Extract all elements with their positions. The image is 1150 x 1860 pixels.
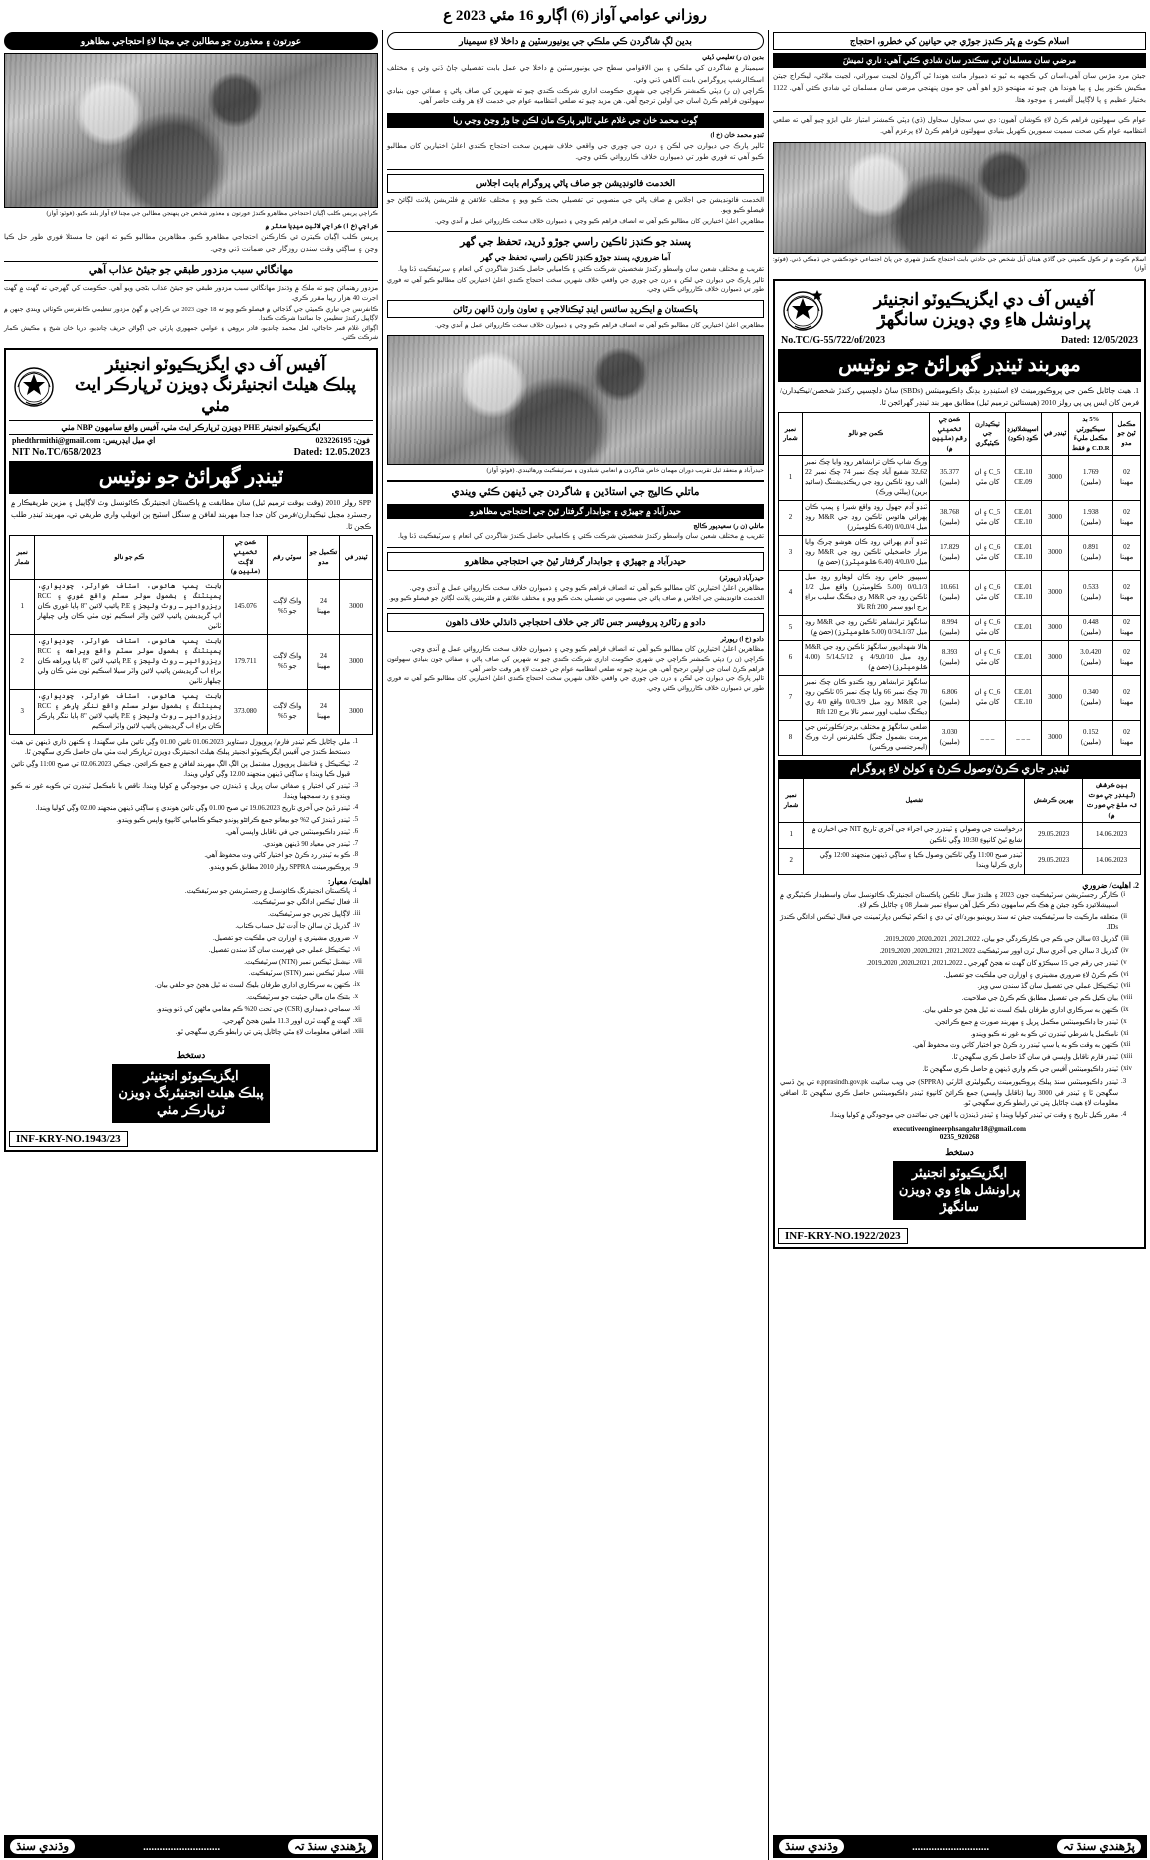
requirement-item: ix. ڪنهن به سرڪاري اداري طرفان بليڪ لسٽ نه ٿيل هجڻ جو حلفي بيان. bbox=[155, 981, 360, 990]
government-crest-icon bbox=[781, 286, 825, 334]
story-body: ٽالپر پارڪ جي ديوارن جي لڪن ۽ درن جي چوري جي واقعي خلاف شهرين سخت احتجاج ڪندي اعليٰ اختيارين کان مطالبو ڪيو آهي ته فوري طور تي ذميوارن خلاف ڪارروائي ڪئي وڃي. bbox=[387, 141, 764, 162]
headline-workers-protest: عورتون ۽ معذورن جو مطالبن جي مچنا لاءِ احتجاجي مظاهرو bbox=[4, 32, 378, 50]
cell-work: سانگهڙ ترابشاهر ٺاڪين روڊ جي M&R روڊ ميل 1/37ـ0/34 (5،00 ڪلوميٽرز) (حصن ۾) bbox=[802, 616, 929, 641]
term-item: vi) ڪم ڪرڻ لاءِ ضروري مشينري ۽ اوزارن جي ملڪيت جو تفصيل. bbox=[943, 970, 1129, 979]
table-row bbox=[10, 579, 373, 634]
term-item: xi) نامڪمل يا شرطي ٽينڊرن تي ڪو به غور نه ڪيو ويندو. bbox=[970, 1029, 1129, 1038]
signature-box bbox=[893, 1161, 1026, 1220]
ad-contact-email[interactable]: executiveengineerphsangahr18@gmail.com bbox=[892, 1125, 1027, 1134]
story-body-cont2: اڳواڻن غلام قمر حاجاڻي، لعل محمد چانڊيو، قادر بروهي ۽ عوامي جمهوري پارٽي جي اڳواڻن حريف چانڊيو، دريا خان شيخ ۽ مڪيش ڪمار شرڪت ڪئي. bbox=[4, 324, 378, 342]
story-body: جيئن مرڊ مڙس سان آهي،اسان کي ڪجهه به ٿيو ته ذميوار مائٽ هوندا ٿي آگرواڻ لجيت سورائي، لجيت ملاڻي، ليڪراج جيتن مڪيش ڪنور ٻيل ۽ ٻيا هوندا هن چيو ته منهنجو ڌڙو اهو آهي جو مون پنهنجي مرضي سان مسلمان ٿي شادي ڪئي آهي. 1122 بختيار عظيم ۽ پا لاڳاپيل آفيسر ۽ موجود هئا. bbox=[773, 72, 1146, 104]
cell-date-2: 14.06.2023 bbox=[1083, 823, 1141, 849]
cell-work: سانگهڙ ترابشاهر روڊ ڪنڊو ڪان چڪ نمبر 70 چڪ نمبر 66 وايا چڪ نمبر 05 ٺاڪين روڊ جي M&R روڊ ميل 3/9ـ0/0 واقع 4/0 ري ڊيڪنگ سليب اوور سمر نالا برج 120 Rft bbox=[802, 676, 929, 721]
cell-cost: 373.080 bbox=[224, 689, 268, 734]
cell-code: _ _ _ bbox=[1005, 721, 1041, 756]
ad-nit-number: No.TC/G-55/722/of/2023 bbox=[781, 335, 886, 347]
th-category: ٺيڪيدارن جي ڪيٽيگري bbox=[970, 413, 1006, 456]
term-item: xii) ڪنهن به وقت ڪو به يا سڀ ٽينڊر رد ڪرڻ جو اختيار کاتي وٽ محفوظ آهي. bbox=[912, 1041, 1131, 1050]
cell-cost: 179.711 bbox=[224, 634, 268, 689]
cell-security: 0.448 (مليين) bbox=[1069, 616, 1113, 641]
cell-category: C_6 ۽ ان کان مٿي bbox=[970, 536, 1006, 571]
headline-pakistan-lab: پاڪستان ۾ ايڪريڊ سائنس اينڊ ٽيڪنالاجي ۽ تعاون وارن ڏانهن رٿائن bbox=[387, 300, 764, 318]
cell-serial: 1 bbox=[779, 456, 803, 501]
signature-label: دستخط bbox=[945, 1147, 974, 1158]
ad-email-label: اي ميل ايڊريس: bbox=[102, 435, 156, 445]
story-matli-college bbox=[387, 522, 764, 543]
requirement-item: vii. نيشنل ٽيڪس نمبر (NTN) سرٽيفڪيٽ. bbox=[244, 957, 362, 966]
cell-duration: 24 مهينا bbox=[307, 689, 340, 734]
headline-marzi-shadi: مرضي سان مسلمان ٿي سڪندر سان شادي ڪئي آهي: ناري ٺميشَ bbox=[773, 53, 1146, 68]
footer-dots: ............................ bbox=[143, 1840, 221, 1853]
requirement-item: i. پاڪستان انجنيئرنگ ڪائونسل ۾ رجسٽريشن جو سرٽيفڪيٽ. bbox=[184, 886, 357, 895]
cell-amount: 38.768 (مليين) bbox=[930, 501, 970, 536]
cell-security: 0.340 (مليين) bbox=[1069, 676, 1113, 721]
th-serial: نمبر شمار bbox=[779, 779, 804, 823]
tender-ad-provincial-highways bbox=[773, 279, 1146, 1248]
cell-amount: 8.994 (مليين) bbox=[930, 616, 970, 641]
headline-khidmat-foundation: الخدمت فائونڊيشن جو صاف پاڻي پروگرام بابت اجلاس bbox=[387, 174, 764, 192]
ad-inf-row bbox=[778, 1226, 1141, 1244]
cell-serial: 2 bbox=[779, 501, 803, 536]
cell-category: C_6 ۽ ان کان مٿي bbox=[970, 641, 1006, 676]
ad-intro-number: 1. bbox=[1133, 386, 1139, 396]
column-middle bbox=[382, 30, 768, 1860]
news-photo-karachi-protest bbox=[4, 53, 378, 208]
news-photo-hyderabad-ceremony bbox=[387, 335, 764, 465]
term-item: i) ڪارگر رجسٽريشن سرٽيفڪيٽ جون 2023 ۽ هلندڙ سال ٺاڪين پاڪستان انجنيئرنگ ڪائونسل سان واسطيدار ڪيٽيگري ۾ اسپيشلائيزڊ ڪوڊ جيئن ۾ هڪ ڪم سامهون ذڪر ڪيل آهن سواءِ نمبر شمار 08 ۽ ڄاڻايل ڪم لاءِ. bbox=[780, 890, 1126, 910]
requirement-item: iii. لاڳاپيل تجربي جو سرٽيفڪيٽ. bbox=[268, 910, 361, 919]
signature-label: دستخط bbox=[176, 1050, 206, 1061]
story-badin-kandz bbox=[387, 265, 764, 294]
th-serial: نمبر شمار bbox=[10, 536, 35, 579]
inf-number: INF-KRY-NO.1943/23 bbox=[9, 1131, 128, 1147]
ad-title-group bbox=[61, 355, 370, 417]
term-item: xiv) ٽينڊر ڊاڪيومينٽس آفيس جي ڪم واري ڏينهن ۾ حاصل ڪري سگهجن ٿا. bbox=[922, 1065, 1132, 1074]
table-header-row bbox=[779, 413, 1141, 456]
requirement-item: xii. گهٽ ۾ گهٽ ٽرن اوور 11.3 مليين هجڻ گهرجي. bbox=[222, 1016, 362, 1025]
term-item: iii) گذريل 03 سالن جي ڪم جي ڪارڪردگي جو بيان، 2022ـ2021, 2021ـ2020, 2020ـ2019. bbox=[883, 935, 1129, 944]
footer-pill-right: وڌندي سنڌ bbox=[10, 1839, 75, 1854]
tender-ad-phe-tharparkar bbox=[4, 348, 378, 1152]
cell-security: 1.938 (مليين) bbox=[1069, 501, 1113, 536]
story-body-cont: ٽالپر پارڪ جي ديوارن جي لڪن ۽ درن جي چوري جي واقعي خلاف شهرين سخت احتجاج ڪندي اعليٰ اختيارين کان مطالبو ڪيو آهي ته فوري طور تي ذميوارن خلاف ڪارروائي ڪئي وڃي. bbox=[387, 276, 764, 294]
cell-duration: 24 مهينا bbox=[307, 579, 340, 634]
photo-caption: حيدرآباد ۾ منعقد ٿيل تقريب دوران مهمان خاص شاگردن ۾ انعامي شيلڊون ۽ سرٽيفڪيٽ ورهائيندي. (فوٽو: آواز) bbox=[486, 467, 764, 475]
cell-work: ٽنڊو آدم پهرائي روڊ ڪان هوشو چرڪ وايا مزار خاصخيلي ٺاڪين روڊ جي M&R روڊ ميل 0/0ـ4/0 (6،40 ڪلوميٽرز) (حصن ۾) bbox=[802, 536, 929, 571]
cell-duration: 02 مهينا bbox=[1113, 616, 1141, 641]
th-work-name: ڪمن جو نالو bbox=[802, 413, 929, 456]
ad-dates-banner: ٽينڊر جاري ڪرڻ/وصول ڪرڻ ۽ کولڻ لاءِ پروگرام bbox=[778, 760, 1141, 778]
th-security: سوٽي رقم bbox=[267, 536, 307, 579]
cell-security: 0.152 (مليين) bbox=[1069, 721, 1113, 756]
cell-cost: 145.076 bbox=[224, 579, 268, 634]
inf-number: INF-KRY-NO.1922/2023 bbox=[778, 1228, 908, 1244]
byline: حيدرآباد (رپورٽر) bbox=[719, 574, 764, 582]
term-item: x) ٽينڊر جا ڊاڪيومينٽس مڪمل ڀريل ۽ مهربند صورت ۾ جمع ڪرائجن. bbox=[934, 1017, 1127, 1026]
story-body: مظاهرين اعليٰ اختيارين کان مطالبو ڪيو آهي ته انصاف فراهم ڪيو وڃي ۽ ذميوارن خلاف سخت ڪارروائي عمل ۾ آندي وڃي. bbox=[409, 584, 764, 592]
ad-email[interactable]: phedthrmithi@gmail.com bbox=[12, 435, 101, 445]
cell-serial: 5 bbox=[779, 616, 803, 641]
cell-serial: 7 bbox=[779, 676, 803, 721]
th-work-name: ڪم جو نالو bbox=[35, 536, 224, 579]
cell-fee: 3000 bbox=[1041, 456, 1069, 501]
cell-fee: 3000 bbox=[340, 634, 373, 689]
term-item: ii) متعلقه مارڪيٽ جا سرٽيفڪيٽ جيئن ته سنڌ ريوينيو بورڊ/اي ٽي ڊي ۽ انڪم ٽيڪس ڊپارٽمينٽ جي فعال ٽيڪس ادائگي ڪندڙ IDs. bbox=[780, 912, 1128, 932]
ad-phone-label: فون: bbox=[353, 435, 370, 445]
column-left bbox=[0, 30, 382, 1860]
cell-work: هالا شهدادپور سانگهڙ ٺاڪين روڊ جي M&R روڊ ميل 0/10ـ4/9 ۽ 5/12ـ5/14 (4،00 ڪلوميٽرز) (حصن ۾) bbox=[802, 641, 929, 676]
ad-terms-section bbox=[778, 875, 1141, 1142]
byline: ماتلي (ن ر) سعيدپور ڪالج bbox=[693, 522, 764, 530]
ad-nit-number: NIT No.TC/658/2023 bbox=[12, 446, 102, 458]
cell-serial: 3 bbox=[779, 536, 803, 571]
story-body: سيمينار ۾ شاگردن کي ملڪي ۽ بين الاقوامي سطح جي يونيورسٽين ۾ داخلا جي عمل بابت تفصيلي ڄاڻ ڏني وئي ۽ مختلف اسڪالرشپ پروگرامن بابت آگاهي ڏني وئي. bbox=[387, 64, 764, 85]
photo-caption: ڪراچي پريس ڪلب اڳيان احتجاجي مظاهرو ڪندڙ عورتون ۽ معذور شخص جن پنهنجن مطالبن جي مچنا لاءِ آواز بلند ڪيو. (فوٽو: آواز) bbox=[46, 210, 378, 218]
story-hyderabad-court bbox=[387, 574, 764, 604]
ad-dated: Dated: 12.05.2023 bbox=[293, 446, 370, 458]
ad-signature-block bbox=[778, 1141, 1141, 1221]
ad-reference-row bbox=[9, 446, 373, 461]
cell-category: C_5 ۽ ان کان مٿي bbox=[970, 501, 1006, 536]
th-cost: ڪمن جي تخميني لاڳت (مليين ۾) bbox=[224, 536, 268, 579]
terms-title: 2. اهليت/ ضروري bbox=[1082, 880, 1139, 890]
requirement-item: vi. ٽيڪنيڪل عملي جي فهرست سان گڏ سندن تفصيل. bbox=[208, 945, 360, 954]
government-crest-icon bbox=[12, 362, 56, 410]
ad-banner: ٽينڊر گهرائڻ جو نوٽيس bbox=[9, 461, 373, 494]
story-body-cont2: ٽالپر پارڪ جي ديوارن جي لڪن ۽ درن جي چوري جي واقعي خلاف شهرين سخت احتجاج ڪندي اعليٰ اختيارين کان مطالبو ڪيو آهي ته فوري طور تي ذميوارن خلاف ڪارروائي ڪئي وڃي. bbox=[387, 675, 764, 692]
byline: بدين (ن ر) تعليمي ڏيئي bbox=[702, 54, 764, 62]
story-body: تقريب ۾ مختلف شعبن سان واسطو رکندڙ شخصيتن شرڪت ڪئي ۽ ڪاميابي حاصل ڪندڙ شاگردن کي انعام ۽ سرٽيفڪيٽ ڏنا ويا. bbox=[398, 532, 764, 540]
term-item: 7. ٽينڊر جي معياد 90 ڏينهن هوندي. bbox=[263, 839, 359, 848]
ad-title-line1: آفيس آف دي ايگزيڪيوٽو انجنيئر bbox=[105, 354, 326, 374]
ad-signature-block bbox=[9, 1040, 373, 1124]
th-detail: تفصيل bbox=[804, 779, 1025, 823]
term-item: iv) گذريل 3 سالن جي آخري سال ٽرن اوور سرٽيفڪيٽ 2022ـ2021, 2021ـ2020, 2020ـ2019. bbox=[879, 946, 1129, 955]
story-body: مظاهرين اعليٰ اختيارين کان مطالبو ڪيو آهي ته انصاف فراهم ڪيو وڃي ۽ ذميوارن خلاف سخت ڪارروائي عمل ۾ آندي وڃي. bbox=[435, 321, 764, 329]
story-body-cont: ڪانفرنس جي تياري ڪميٽي جي گڏجاڻي ۾ فيصلو ڪيو ويو ته 18 جون 2023 تي ڪراچي ۾ گهڻ مزدور تنظيمي ڪانفرنس ڪوٺائي ويندي جنهن ۾ لاڳاپيل رکندڙ تنظيمن جا نمائندا شرڪت ڪندا. bbox=[4, 305, 378, 323]
dates-header-row bbox=[779, 779, 1141, 823]
cell-duration: 02 مهينا bbox=[1113, 571, 1141, 616]
cell-detail: درخواست جي وصولي ۽ ٽينڊرز جي اجراء جي آخري تاريخ NIT جي اخبارن ۾ شايع ٿيڻ کانپوءِ 10:30 وڳي ٺاڪين bbox=[804, 823, 1025, 849]
table-row bbox=[779, 849, 1141, 875]
ad-intro: SPP رولز 2010 (وقت بوقت ترميم ٿيل) سان مطابقت ۾ پاڪستان انجنيئرنگ ڪائونسل وٽ لاڳاپيل ۽ مزين طريقيڪار ۾ رجسٽرڊ مڃيل ٺيڪيدارن/فرمن کان جدا جدا مهربند لفافن ۾ سنگل اسٽيج ٻن انويلپ واري طريقي تي، مهربند ٽينڊر طلب ڪجن ٿا. bbox=[11, 497, 371, 531]
story-body: پريس ڪلب اڳيان ڪيترن ئي ڪارڪنن احتجاجي مظاهرو ڪيو. مظاهرين مطالبو ڪيو ته انهن جا مسئلا فوري طور حل ڪيا وڃن ۽ ساڳئي وقت سندن روزگار جي ضمانت ڏني وڃي. bbox=[4, 233, 378, 254]
footer-strip-left bbox=[4, 1835, 378, 1858]
story-body-cont: ڪراچي (ن ر) ڊپٽي ڪمشنر ڪراچي جي شهري حڪومت اداري شرڪت ڪندي چيو ته شهرين کي صاف پاڻي ۽ صفائي جون بنيادي سهولتون فراهم ڪرڻ اسان جي اولين ترجيح آهي. هن مزيد چيو ته ضلعي انتظاميه عوام جي خدمت لاءِ هر وقت حاضر آهي. bbox=[387, 656, 764, 673]
tender-dates-table bbox=[778, 778, 1141, 874]
headline-mehangai: مهانگائي سبب مزدور طبقي جو جيئڻ عذاب آهي bbox=[4, 261, 378, 281]
table-row bbox=[779, 721, 1141, 756]
ad-banner: مهربند ٽينڊر گهرائڻ جو نوٽيس bbox=[778, 349, 1141, 382]
th-amount: ڪمن جي تخميني رقم (مليين ۾) bbox=[930, 413, 970, 456]
footer-pill-left: پڙهندي سنڌ تہ bbox=[1057, 1839, 1141, 1854]
cell-security: 1.769 (مليين) bbox=[1069, 456, 1113, 501]
ad-terms-section bbox=[9, 735, 373, 1039]
story-body: عوام ڪي سهولتون فراهم ڪرڻ لاءِ ڪوشان آهيون: ڊي سي سجاول سجاول (ڏي) ڊپٽي ڪمشنر امتياز علي ابڙو چيو آهي ته ضلعي انتظاميه عوام ڪي صحت سميت سمورين ڪهريل بنيادي سهولتون فراهم ڪرڻ لاءِ پرعزم آهي. bbox=[773, 117, 1146, 135]
cell-duration: 02 مهينا bbox=[1113, 501, 1141, 536]
story-workers-protest bbox=[4, 222, 378, 255]
table-row bbox=[10, 689, 373, 734]
cell-duration: 02 مهينا bbox=[1113, 456, 1141, 501]
ad-reference-row bbox=[778, 334, 1141, 349]
table-row bbox=[779, 501, 1141, 536]
cell-code: CE،01 CE،10 bbox=[1005, 536, 1041, 571]
cell-amount: 10.661 (مليين) bbox=[930, 571, 970, 616]
cell-security: واڪ لاڳت جو 5% bbox=[267, 634, 307, 689]
term-item: 5. ٽينڊر ڏيندڙ کي 2% جو بيعانو جمع ڪرائڻو پوندو جيڪو ڪاميابي کانپوءِ واپس ڪيو ويندو. bbox=[116, 815, 359, 824]
cell-security: واڪ لاڳت جو 5% bbox=[267, 689, 307, 734]
signature-line2: پبلڪ هيلٿ انجنيئرنگ ڊويزن bbox=[118, 1084, 264, 1100]
th-security: 5% بد سيڪيورٽي مڪمل مليءَ C.D.R ۾ فقط bbox=[1069, 413, 1113, 456]
story-body-cont: ڪراچي (ن ر) ڊپٽي ڪمشنر ڪراچي جي شهري حڪومت اداري شرڪت ڪندي چيو ته شهرين کي صاف پاڻي ۽ صفائي جون بنيادي سهولتون فراهم ڪرڻ اسان جي اولين ترجيح آهي. هن مزيد چيو ته ضلعي انتظاميه عوام جي خدمت لاءِ هر وقت حاضر آهي. bbox=[387, 87, 764, 106]
term-item: viii) بيان ڪيل ڪم جي تفصيل مطابق ڪم ڪرڻ جي صلاحيت. bbox=[961, 994, 1133, 1003]
divider bbox=[387, 547, 764, 548]
requirement-item: ii. فعال ٽيڪس ادائگي جو سرٽيفڪيٽ. bbox=[252, 898, 359, 907]
story-body: مزدور رهنمائن چيو ته ملڪ ۾ وڌندڙ مهانگائي سبب مزدور طبقي جو جيئڻ عذاب بڻجي ويو آهي. حڪومت کي گهرجي ته گهٽ ۾ گهٽ اجرت 40 هزار رپيا مقرر ڪري. bbox=[4, 284, 378, 303]
requirements-title: اهليت/ معيار: bbox=[327, 876, 371, 886]
requirement-item: xi. سماجي ذميداري (CSR) جي تحت 20% ڪم مقامي ماڻهن کي ڏنو ويندو. bbox=[156, 1004, 360, 1013]
cell-category: _ _ _ bbox=[970, 721, 1006, 756]
cell-fee: 3000 bbox=[1041, 676, 1069, 721]
divider bbox=[387, 480, 764, 482]
requirement-item: xiii. اضافي معلومات لاءِ مٿي ڄاڻايل پتي تي رابطو ڪري سگهجي ٿو. bbox=[175, 1028, 364, 1037]
headline-matli-college: ماتلي ڪاليج جي استاڌين ۽ شاگردن جي ڏينهن ڪئي ويندي bbox=[451, 487, 700, 499]
divider bbox=[387, 608, 764, 609]
byline: ڪراچي (خ ا) ڪراچي لائين ميڊيا سنٽر ۾ bbox=[265, 223, 378, 231]
term-item: 2. ٽيڪنيڪل ۽ فنانشل پروپوزل مشتمل ٻن الڳ الڳ مهربند لفافن ۾ جمع ڪرائجن. جيڪي 02.06.2023 تي صبح 11:00 وڳي تائين قبول ڪيا ويندا ۽ ساڳئي ڏينهن منجهند 12.00 وڳي کولي ويندا. bbox=[11, 759, 359, 779]
ad-title-line2: پراونشل هاءِ وي ڊويزن سانگهڙ bbox=[877, 310, 1091, 330]
cell-work: ضلعي سانگهڙ ۾ مختلف برجز/ڪلورٽس جي مرمت بشمول جنگل ڪليئرنس ارٿ ورڪ (ايمرجنسي ورڪس) bbox=[802, 721, 929, 756]
term-item: 8. ڪو به ٽينڊر رد ڪرڻ جو اختيار کاتي وٽ محفوظ آهي. bbox=[204, 851, 359, 860]
signature-line1: ايگزيڪيوٽو انجنيئر bbox=[911, 1164, 1008, 1180]
cell-fee: 3000 bbox=[1041, 721, 1069, 756]
th-serial: نمبر شمار bbox=[779, 413, 803, 456]
ad-phone-group bbox=[316, 436, 371, 445]
cell-serial: 8 bbox=[779, 721, 803, 756]
ad-intro bbox=[778, 382, 1141, 412]
tender-works-table bbox=[9, 535, 373, 734]
divider bbox=[387, 231, 764, 232]
note-4: 4. مقرر ڪيل تاريخ ۽ وقت تي ٽينڊر کوليا ويندا ۽ ٽينڊر ڏيندڙن يا انهن جي نمائندن جي موجودگي ۾ کوليا ويندا. bbox=[830, 1110, 1127, 1119]
cell-category: C_6 ۽ ان کان مٿي bbox=[970, 616, 1006, 641]
ad-email-group bbox=[12, 436, 155, 445]
table-row bbox=[10, 634, 373, 689]
story-body: مظاهرين اعليٰ اختيارين کان مطالبو ڪيو آهي ته انصاف فراهم ڪيو وڃي ۽ ذميوارن خلاف سخت ڪارروائي عمل ۾ آندي وڃي. bbox=[409, 645, 764, 653]
cell-duration: 02 مهينا bbox=[1113, 536, 1141, 571]
cell-work: ورڪ شاپ ڪان ترابشاهر روڊ وايا چڪ نمبر 62ـ32 شفيع آباد چڪ نمبر 74 چڪ نمبر 22 الف روڊ ٺاڪين روڊ جي ريڪنڊيشننگ (سائيڊ برين) (ٻيلٽي ورڪ) bbox=[802, 456, 929, 501]
cell-work: بابت پمپ هائوس، استاف ڪوارٽر، چوديواري، پمينٽنگ ۽ بشمول سولر سسٽم واقع ننگر پارڪر ۽ RCC ريزروائير ـ روٽ وليجز ۽ P.E پائيپ لائين "8 ٻايا ننگر پارڪر ڪان براءِ اب گريڊيشن پائيپ لائين واٽر اسڪيم bbox=[35, 689, 224, 734]
cell-amount: 35.377 (مليين) bbox=[930, 456, 970, 501]
note-3: 3. ٽينڊر ڊاڪيومينٽس سنڌ پبلڪ پروڪيورمينٽ ريگيوليٽري اٿارٽي (SPPRA) جي ويب سائيٽ e.pprasindh.gov.pk تي پڻ ڏسي سگهجن ٿا ۽ ٽينڊر في 3000 رپيا (ناقابل واپسي) جمع ڪرائڻ کانپوءِ ٽينڊر ڊاڪيومينٽس حاصل ڪري سگهجن ٿا. اضافي معلومات لاءِ هيٺ ڄاڻايل پتي تي رابطو ڪري سگهجي ٿو. bbox=[780, 1078, 1127, 1108]
requirement-item: viii. سيلز ٽيڪس نمبر (STN) سرٽيفڪيٽ. bbox=[248, 969, 364, 978]
th-fee: ٽينڊر في bbox=[1041, 413, 1069, 456]
table-row bbox=[779, 641, 1141, 676]
headline-dadu-retired: دادو ۾ رٽائرڊ پروفيسر جس ٽائر جي خلاف احتجاجي ڌانڌلي خلاف ڌاهون bbox=[387, 613, 764, 631]
signature-box bbox=[112, 1064, 269, 1123]
divider bbox=[773, 111, 1146, 112]
news-photo-islamkot bbox=[773, 142, 1146, 254]
requirement-item: v. ضروري مشينري ۽ اوزارن جي ملڪيت جو تفصيل. bbox=[213, 933, 359, 942]
byline: ٽنڊو محمد خان (خ ا) bbox=[710, 131, 764, 139]
column-container bbox=[0, 30, 1150, 1860]
signature-line2: پراونشل هاءِ وي ڊويزن bbox=[898, 1181, 1021, 1197]
byline: دادو (خ ا) رپورٽر bbox=[720, 635, 764, 643]
cell-amount: 8.393 (مليين) bbox=[930, 641, 970, 676]
story-body: الخدمت فائونڊيشن جي اجلاس ۾ صاف پاڻي جي منصوبي تي تفصيلي بحث ڪيو ويو ۽ مختلف علائقن ۾ فلٽريشن پلانٽ لڳائڻ جو فيصلو ڪيو ويو. bbox=[387, 196, 764, 215]
table-header-row bbox=[10, 536, 373, 579]
cell-date-1: 29.05.2023 bbox=[1025, 823, 1083, 849]
ad-inf-row bbox=[9, 1129, 373, 1147]
ad-contact-row bbox=[9, 435, 373, 446]
cell-fee: 3000 bbox=[1041, 616, 1069, 641]
table-row bbox=[779, 616, 1141, 641]
story-dadu-retired bbox=[387, 635, 764, 693]
cell-code: CE،01 CE،10 bbox=[1005, 676, 1041, 721]
th-duration: تڪميل جو مدو bbox=[307, 536, 340, 579]
story-body-cont: الخدمت فائونڊيشن جي اجلاس ۾ صاف پاڻي جي منصوبي تي تفصيلي بحث ڪيو ويو ۽ مختلف علائقن ۾ فلٽريشن پلانٽ لڳائڻ جو فيصلو ڪيو ويو. bbox=[389, 595, 764, 603]
story-body: تقريب ۾ مختلف شعبن سان واسطو رکندڙ شخصيتن شرڪت ڪئي ۽ ڪاميابي حاصل ڪندڙ شاگردن کي انعام ۽ سرٽيفڪيٽ ڏنا ويا. bbox=[398, 266, 764, 274]
cell-serial: 6 bbox=[779, 641, 803, 676]
cell-category: C_6 ۽ ان کان مٿي bbox=[970, 571, 1006, 616]
cell-security: 0.891 (مليين) bbox=[1069, 536, 1113, 571]
signature-line3: ٽرپارڪر مٺي bbox=[156, 1101, 226, 1117]
cell-date-2: 14.06.2023 bbox=[1083, 849, 1141, 875]
cell-amount: 3.030 (مليين) bbox=[930, 721, 970, 756]
cell-amount: 17.829 (مليين) bbox=[930, 536, 970, 571]
cell-serial: 2 bbox=[10, 634, 35, 689]
story-marzi-shadi bbox=[773, 71, 1146, 106]
cell-work: بابت پمپ هائوس، استاف ڪوارٽر، چوديواري، پمينٽنگ ۽ بشمول سولر سسٽم واقع ويراهه ۽ RCC ريزروائير ـ روٽ وليجز ۽ P.E پائيپ لائين "8 ٻايا ويراهه ڪان براءِ اب گريڊيشن پائيپ لائين واٽر سيلا اسڪيم ٺون مٺي ڪان ولي چيلهار ٺاٺين bbox=[35, 634, 224, 689]
cell-security: واڪ لاڳت جو 5% bbox=[267, 579, 307, 634]
ad-address: ايگزيڪيوٽو انجنيئر PHE ڊويزن ٽرپارڪر ايٽ مٺي، آفيس واقع سامهون NBP مٺي bbox=[9, 420, 373, 435]
term-item: v) ٽينڊر جي رقم جي 15 سيڪڙو کان گهٽ نه هجڻ گهرجي ـ 2022ـ2021, 2021ـ2020, 2020ـ2019. bbox=[866, 958, 1127, 967]
signature-line1: ايگزيڪيوٽو انجنيئر bbox=[143, 1068, 239, 1083]
cell-code: CE،01 bbox=[1005, 616, 1041, 641]
cell-duration: 02 مهينا bbox=[1113, 641, 1141, 676]
ad-title-group bbox=[830, 290, 1138, 331]
cell-work: ٽنڊو آدم جهول روڊ واقع شيرا ۽ پمپ ڪان پهرائي هائوس ٺاڪين روڊ جي M&R روڊ ميل 0/4ـ0/0 (6،40 ڪلوميٽرز) bbox=[802, 501, 929, 536]
th-code: اسپيشلائيزڊ ڪوڊ (ڪوڊ) bbox=[1005, 413, 1041, 456]
cell-security: 0.533 (مليين) bbox=[1069, 571, 1113, 616]
cell-serial: 1 bbox=[10, 579, 35, 634]
cell-amount: 6.806 (مليين) bbox=[930, 676, 970, 721]
tender-table-body bbox=[779, 456, 1141, 756]
photo-caption: اسلام ڪوٽ ۾ ٿر ڪول ڪمپني جي گاڏي هيٺان آيل شخص جي حادثي بابت احتجاج ڪندڙ شهري جن پاڻ اجتماعي خودڪشي جي ڌمڪي ڏني. (فوٽو: آواز) bbox=[773, 256, 1146, 273]
cell-code: CE،01 bbox=[1005, 641, 1041, 676]
requirement-item: iv. گذريل ٽن سالن جا آڊٽ ٿيل حساب ڪتاب. bbox=[235, 922, 360, 931]
column-right bbox=[768, 30, 1150, 1860]
story-body-cont: مظاهرين اعليٰ اختيارين کان مطالبو ڪيو آهي ته انصاف فراهم ڪيو وڃي ۽ ذميوارن خلاف سخت ڪارروائي عمل ۾ آندي وڃي. bbox=[435, 217, 764, 225]
term-item: ix) ڪنهن به سرڪاري اداري طرفان بليڪ لسٽ نه ٿيل هجڻ جو حلفي بيان. bbox=[923, 1006, 1129, 1014]
cell-work: سيپيور خاص روڊ ڪان لوهارو روڊ ميل 1/3ـ0/0 (5،00 ڪلوميٽرز) واقع ميل 1/2 ٺاڪين روڊ جي M&R ري ڊيڪنگ سليب براءِ برج ابوو سمر 200 Rft نالا bbox=[802, 571, 929, 616]
story-talpur-park bbox=[387, 131, 764, 164]
headline-badin-students: بدين لڳ شاگردن ڪي ملڪي جي يونيورسٽين ۾ داخلا لاءِ سيمينار bbox=[387, 32, 764, 50]
cell-duration: 02 مهينا bbox=[1113, 676, 1141, 721]
cell-code: CE،01 CE،10 bbox=[1005, 571, 1041, 616]
ad-contact-phone: 0235_920268 bbox=[939, 1133, 980, 1142]
table-row bbox=[779, 456, 1141, 501]
masthead bbox=[0, 0, 1150, 30]
ad-header bbox=[9, 353, 373, 417]
tender-works-table bbox=[778, 412, 1141, 756]
ad-title-line1: آفيس آف دي ايگزيڪيوٽو انجنيئر bbox=[873, 289, 1095, 309]
story-dc-sujawal bbox=[773, 116, 1146, 137]
cell-work: بابت پمپ هائوس، استاف ڪوارٽر، چوديواري، پمينٽنگ ۽ بشمول سولر سسٽم واقع غوري ۽ RCC ريزروائير ـ روٽ وليجز ۽ P.E پائيپ لائين "8 ٻايا غوري ڪان اپ گريڊيشن پائيپ لائين واٽر اسڪيم ٺون مٺي ڪان ولي چيلهار ٺاٺين bbox=[35, 579, 224, 634]
cell-date-1: 29.05.2023 bbox=[1025, 849, 1083, 875]
cell-security: 3.0،420 (مليين) bbox=[1069, 641, 1113, 676]
headline-matli-college-sub: حيدرآباد ۾ جهيڙي ۽ جوابدار گرفتار ٿيڻ جي احتجاجي مظاهرو bbox=[387, 504, 764, 519]
cell-duration: 24 مهينا bbox=[307, 634, 340, 689]
ad-dated: Dated: 12/05/2023 bbox=[1061, 335, 1138, 347]
term-item: vii) ٽيڪنيڪل عملي جي تفصيل سان گڏ سندن سي ويز. bbox=[977, 982, 1131, 991]
th-date-1: بهرين ڪرشش bbox=[1025, 779, 1083, 823]
requirement-item: x. بئنڪ مان مالي حيثيت جو سرٽيفڪيٽ. bbox=[246, 993, 359, 1001]
headline-islamkot-protest: اسلام ڪوٽ ۾ پٿر ڪنڊز جوڙي جي حيانين کي خطرو، احتجاج bbox=[773, 32, 1146, 50]
cell-duration: 02 مهينا bbox=[1113, 721, 1141, 756]
table-row bbox=[779, 571, 1141, 616]
term-item: 6. ٽينڊر ڊاڪيومينٽس جي في ناقابل واپسي آهي. bbox=[225, 827, 359, 836]
masthead-title: روزاني عوامي آواز (6) اڳارو 16 مئي 2023 ع bbox=[443, 7, 707, 24]
footer-strip-right bbox=[773, 1835, 1147, 1858]
headline-badin-kandz-sub: آما ضروري، پسند جوڙو ڪنڊز ٺاڪين راسي، تحفظ جي گهر bbox=[480, 253, 671, 263]
term-item: 9. پروڪيورمينٽ SPPRA رولز 2010 مطابق ڪيو ويندو. bbox=[208, 863, 359, 872]
term-item: 3. ٽينڊر کي اختيار ۽ صفائي سان ڀريل ۽ ڏيندڙن جي موجودگي ۾ کوليا ويندا. ناقص يا نامڪمل ٽينڊرن تي ڪوبه غور نه ڪيو ويندو ۽ رد سمجهيا ويندا. bbox=[11, 781, 359, 801]
story-mehangai bbox=[4, 284, 378, 343]
ad-header bbox=[778, 284, 1141, 334]
cell-fee: 3000 bbox=[340, 579, 373, 634]
story-badin-seminar bbox=[387, 53, 764, 107]
cell-fee: 3000 bbox=[1041, 501, 1069, 536]
signature-line3: سانگهڙ bbox=[940, 1198, 979, 1214]
footer-dots: ............................ bbox=[912, 1840, 990, 1853]
cell-code: CE،10 CE،09 bbox=[1005, 456, 1041, 501]
cell-serial: 3 bbox=[10, 689, 35, 734]
ad-title-line2: پبلڪ هيلٿ انجنيئرنگ ڊويزن ٽرپارڪر ايٽ مٺي bbox=[74, 375, 357, 416]
th-duration: مڪمل ٿيڻ جو مدو bbox=[1113, 413, 1141, 456]
cell-serial: 1 bbox=[779, 823, 804, 849]
cell-category: C_6 ۽ ان کان مٿي bbox=[970, 676, 1006, 721]
footer-pill-left: پڙهندي سنڌ تہ bbox=[288, 1839, 372, 1854]
story-khidmat-foundation bbox=[387, 196, 764, 227]
ad-phone: 023226195 bbox=[315, 435, 352, 445]
headline-badin-kandz: پسند جو ڪنڊز ٺاڪين راسي جوڙو ڏريد، تحفظ جي گهر bbox=[460, 237, 691, 248]
cell-fee: 3000 bbox=[340, 689, 373, 734]
term-item: 1. ملي ڄاڻايل ڪم ٽينڊر فارم/ پروپوزل دستاويز 01.06.2023 تائين 01.00 وڳي تائين ملي سگهندا. ۽ ڪنهن ڌاري ڏينهن تي هيٺ دستخط ڪندڙ جي آفيس ايگزيڪيوٽو انجنيئر پبلڪ هيلٿ انجنيئرنگ ڊويزن ٽرپارڪر ايٽ مٺي مان حاصل ڪري سگهجن ٿا. bbox=[11, 737, 359, 756]
cell-serial: 4 bbox=[779, 571, 803, 616]
headline-talpur-park: ڳوٺ محمد خان جي غلام علي ٽالپر پارڪ مان لڪن جا وڙ وڃڻ وڃي ريا bbox=[387, 113, 764, 128]
cell-code: CE،01 CE،10 bbox=[1005, 501, 1041, 536]
headline-hyderabad-court: حيدرآباد ۾ جهيڙي ۽ جوابدار گرفتار ٿيڻ جي احتجاجي مظاهرو bbox=[387, 552, 764, 570]
story-pakistan-lab bbox=[387, 321, 764, 330]
table-row bbox=[779, 676, 1141, 721]
cell-fee: 3000 bbox=[1041, 641, 1069, 676]
cell-fee: 3000 bbox=[1041, 571, 1069, 616]
cell-serial: 2 bbox=[779, 849, 804, 875]
cell-detail: ٽينڊر صبح 11:00 وڳي ٺاڪين وصول ڪيا ۽ ساڳي ڏينهن منجهند 12:00 وڳي ڊاري ڪرليا ويندا bbox=[804, 849, 1025, 875]
table-row bbox=[779, 536, 1141, 571]
term-item: xiii) ٽينڊر فارم ناقابل واپسي في سان گڏ حاصل ڪري سگهجن ٿا. bbox=[951, 1053, 1133, 1062]
table-row bbox=[779, 823, 1141, 849]
cell-fee: 3000 bbox=[1041, 536, 1069, 571]
th-date-2: بين ڪرشش (ٽينڊر جي موت تہ ملغ جي صورت ۾) bbox=[1083, 779, 1141, 823]
footer-pill-right: وڌندي سنڌ bbox=[779, 1839, 844, 1854]
ad-intro-text: هيٺ ڄاڻايل ڪمن جي پروڪيورمينٽ لاءِ اسٽينڊرڊ بڊنگ ڊاڪيومينٽس (SBDs) ساڻ دلچسپي رکندڙ شخصن/ٺيڪيدارن/فرمن کان ايس پي پي رولز 2010 (ھيستائين ترميم ٿيل) مطابق مهر بند ٽينڊر گهرائجن ٿا. bbox=[780, 386, 1139, 408]
divider bbox=[387, 169, 764, 170]
th-fee: ٽينڊر في bbox=[340, 536, 373, 579]
term-item: 4. ٽينڊر ڏيڻ جي آخري تاريخ 19.06.2023 تي صبح 01.00 وڳي تائين هوندي ۽ ساڳئي ڏينهن منجهند 02.00 وڳي کوليا ويندا. bbox=[35, 804, 359, 813]
cell-category: C_5 ۽ ان کان مٿي bbox=[970, 456, 1006, 501]
